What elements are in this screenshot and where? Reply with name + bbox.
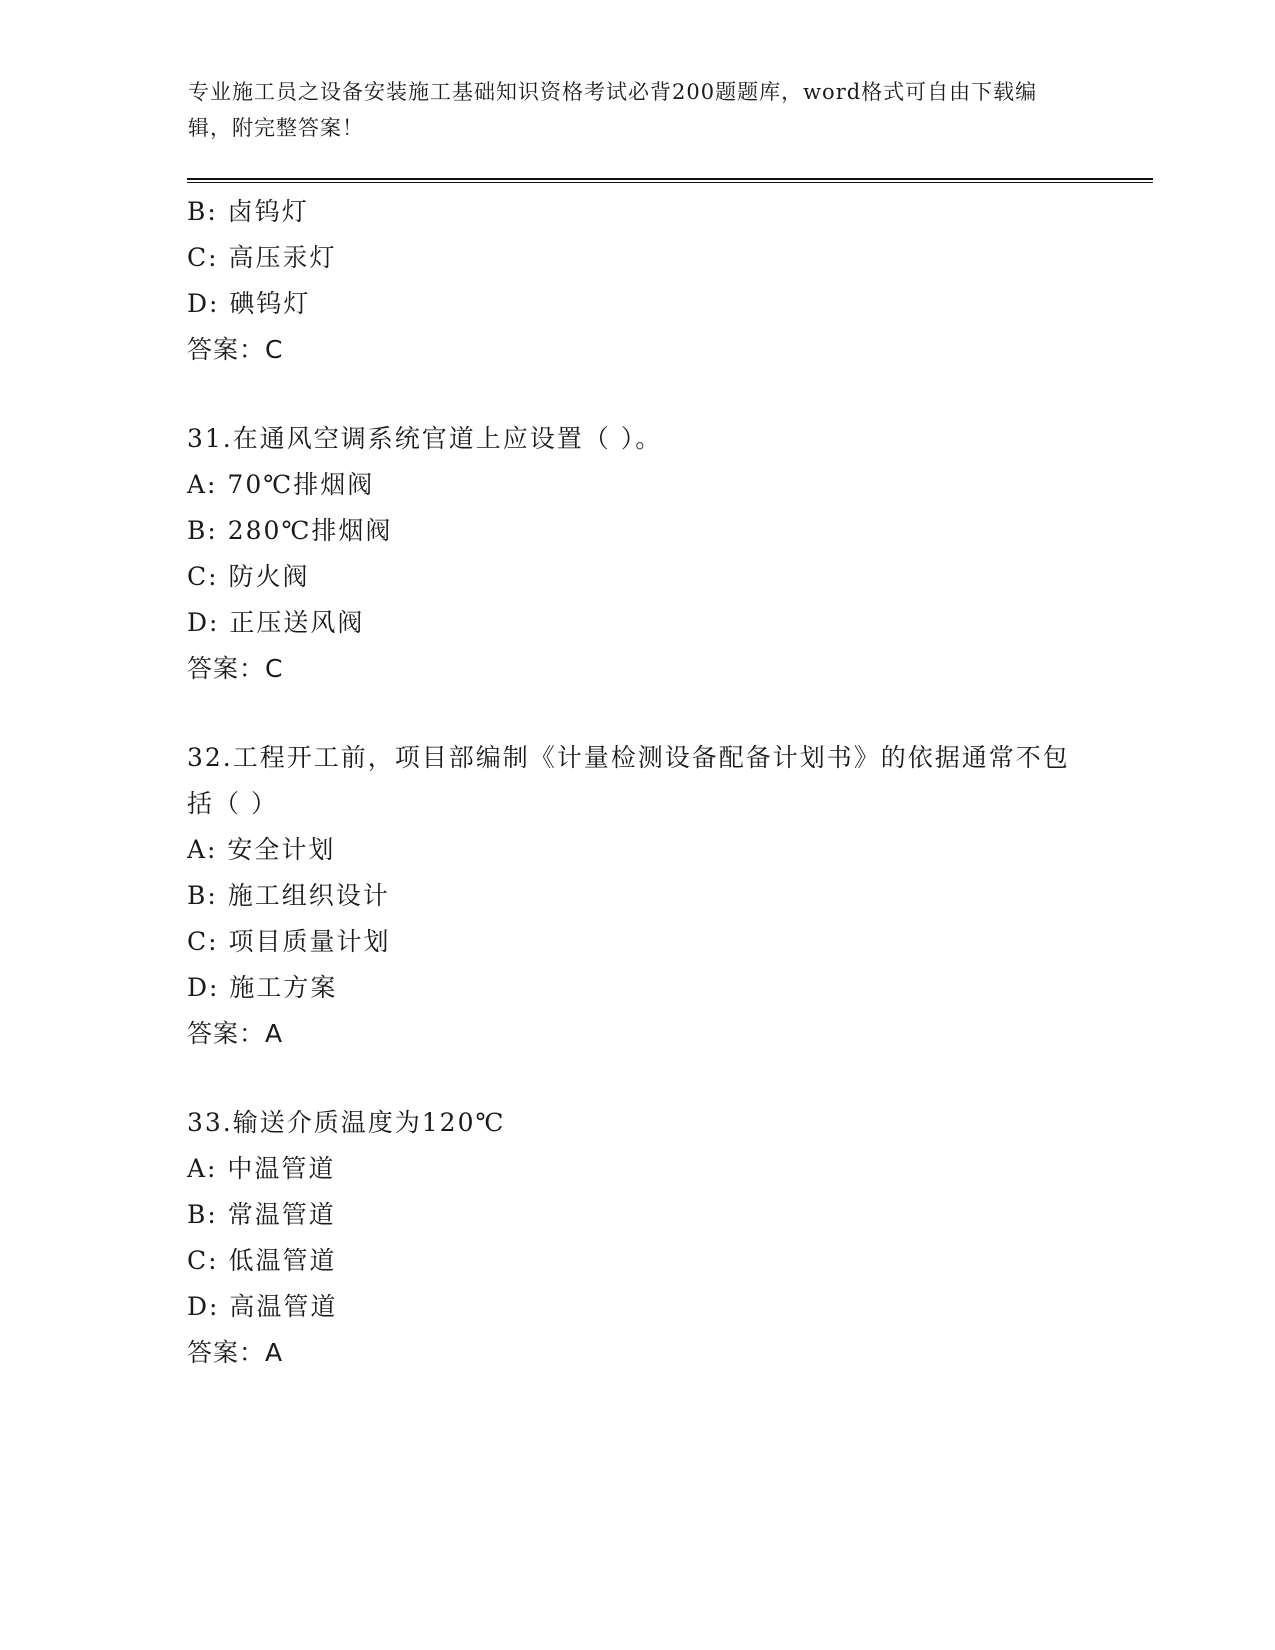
option-c: C: 项目质量计划	[187, 927, 391, 956]
question-stem: 33.输送介质温度为120℃	[187, 1108, 506, 1137]
option-d: D: 高温管道	[187, 1292, 338, 1321]
option-b: B: 常温管道	[187, 1200, 336, 1229]
option-a: A: 70℃排烟阀	[187, 470, 375, 499]
answer-line: 答案：C	[187, 335, 284, 364]
header-divider	[187, 178, 1153, 183]
question-32	[187, 735, 1087, 1057]
question-stem: 31.在通风空调系统官道上应设置（ ）。	[187, 424, 663, 453]
question-list	[187, 189, 1087, 1376]
option-d: D: 碘钨灯	[187, 289, 311, 318]
carryover-question	[187, 189, 1087, 373]
option-b: B: 施工组织设计	[187, 881, 390, 910]
question-stem: 32.工程开工前，项目部编制《计量检测设备配备计划书》的依据通常不包括（ ）	[187, 743, 1070, 818]
answer-line: 答案：A	[187, 1019, 284, 1048]
option-a: A: 中温管道	[187, 1154, 336, 1183]
question-31	[187, 416, 1087, 692]
option-c: C: 防火阀	[187, 562, 310, 591]
answer-line: 答案：A	[187, 1338, 284, 1367]
question-33	[187, 1100, 1087, 1376]
option-c: C: 低温管道	[187, 1246, 337, 1275]
option-d: D: 正压送风阀	[187, 608, 365, 637]
document-header: 专业施工员之设备安装施工基础知识资格考试必背200题题库，word格式可自由下载编辑，附完整答案！	[188, 80, 1038, 140]
answer-line: 答案：C	[187, 654, 284, 683]
option-d: D: 施工方案	[187, 973, 338, 1002]
option-b: B: 卤钨灯	[187, 197, 309, 226]
option-a: A: 安全计划	[187, 835, 336, 864]
option-b: B: 280℃排烟阀	[187, 516, 393, 545]
option-c: C: 高压汞灯	[187, 243, 337, 272]
